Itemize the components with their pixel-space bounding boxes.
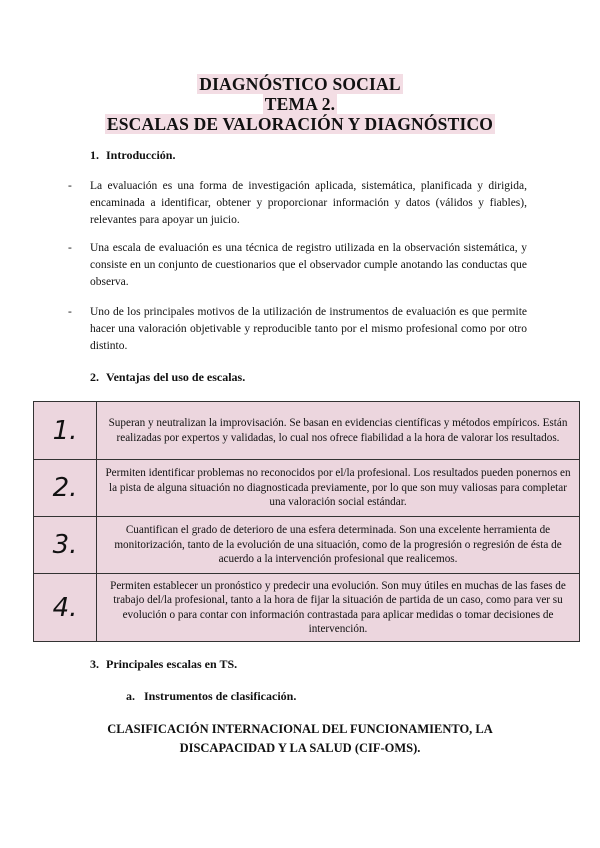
table-row [34,460,580,517]
row-text: Permiten establecer un pronóstico y predecir una evolución. Son muy útiles en muchas de las fases de trabajo del/la profesional, tanto a la hora de fijar la situación de partida de un caso, como para ver su evolución o para contar con información contrastada para aplicar medidas o tomar decisiones de intervención. [97,574,580,642]
bullet-3-text: Uno de los principales motivos de la utilización de instrumentos de evaluación es que permite hacer una valoración objetivable y reproducible tanto por el mismo profesional como por otro distinto. [90,306,527,352]
bullet-dash: - [68,242,72,254]
bullet-2 [68,240,527,291]
cif-line-2: DISCAPACIDAD Y LA SALUD (CIF-OMS). [179,741,421,755]
table-row [34,517,580,574]
row-number: 3. [34,517,97,574]
section-1-number: 1. [90,148,99,162]
subsection-title: Instrumentos de clasificación. [144,689,297,703]
title-line-3: ESCALAS DE VALORACIÓN Y DIAGNÓSTICO [106,114,494,134]
row-number: 4. [34,574,97,642]
title-line-2: TEMA 2. [264,94,336,114]
section-3-title: Principales escalas en TS. [106,657,238,671]
subsection-a-heading [126,689,296,704]
bullet-dash: - [68,180,72,192]
table-row [34,574,580,642]
section-2-heading [90,370,245,385]
section-1-heading [90,148,175,163]
bullet-1 [68,178,527,229]
cif-line-1: CLASIFICACIÓN INTERNACIONAL DEL FUNCIONAMIENTO, LA [107,722,493,736]
document-title [0,74,600,134]
row-text: Permiten identificar problemas no reconocidos por el/la profesional. Los resultados pueden ponernos en la pista de alguna situación no diagnosticada previamente, por lo que son muy valiosas para completar una valoración social estándar. [97,460,580,517]
section-1-title: Introducción. [106,148,176,162]
row-text: Superan y neutralizan la improvisación. Se basan en evidencias científicas y métodos empíricos. Están realizadas por expertos y validadas, lo cual nos ofrece fiabilidad a la hora de valorar los resultados. [97,402,580,460]
section-3-heading [90,657,237,672]
bullet-2-text: Una escala de evaluación es una técnica de registro utilizada en la observación sistemática, y consiste en un conjunto de cuestionarios que el observador cumple anotando las conductas que observa. [90,242,527,288]
bullet-dash: - [68,306,72,318]
row-number: 2. [34,460,97,517]
subsection-letter: a. [126,689,135,703]
section-2-title: Ventajas del uso de escalas. [106,370,246,384]
advantages-table [33,401,580,642]
section-3-number: 3. [90,657,99,671]
cif-title [0,720,600,758]
bullet-3 [68,304,527,355]
bullet-1-text: La evaluación es una forma de investigación aplicada, sistemática, planificada y dirigida, encaminada a identificar, obtener y proporcionar información y datos (válidos y fiables), relevantes para apoyar un juicio. [90,180,527,226]
section-2-number: 2. [90,370,99,384]
title-line-1: DIAGNÓSTICO SOCIAL [199,74,401,94]
table-row [34,402,580,460]
row-number: 1. [34,402,97,460]
row-text: Cuantifican el grado de deterioro de una esfera determinada. Son una excelente herramienta de monitorización, tanto de la evolución de una situación, como de la progresión o regresión de ésta de acuerdo a la intervención profesional que realicemos. [97,517,580,574]
